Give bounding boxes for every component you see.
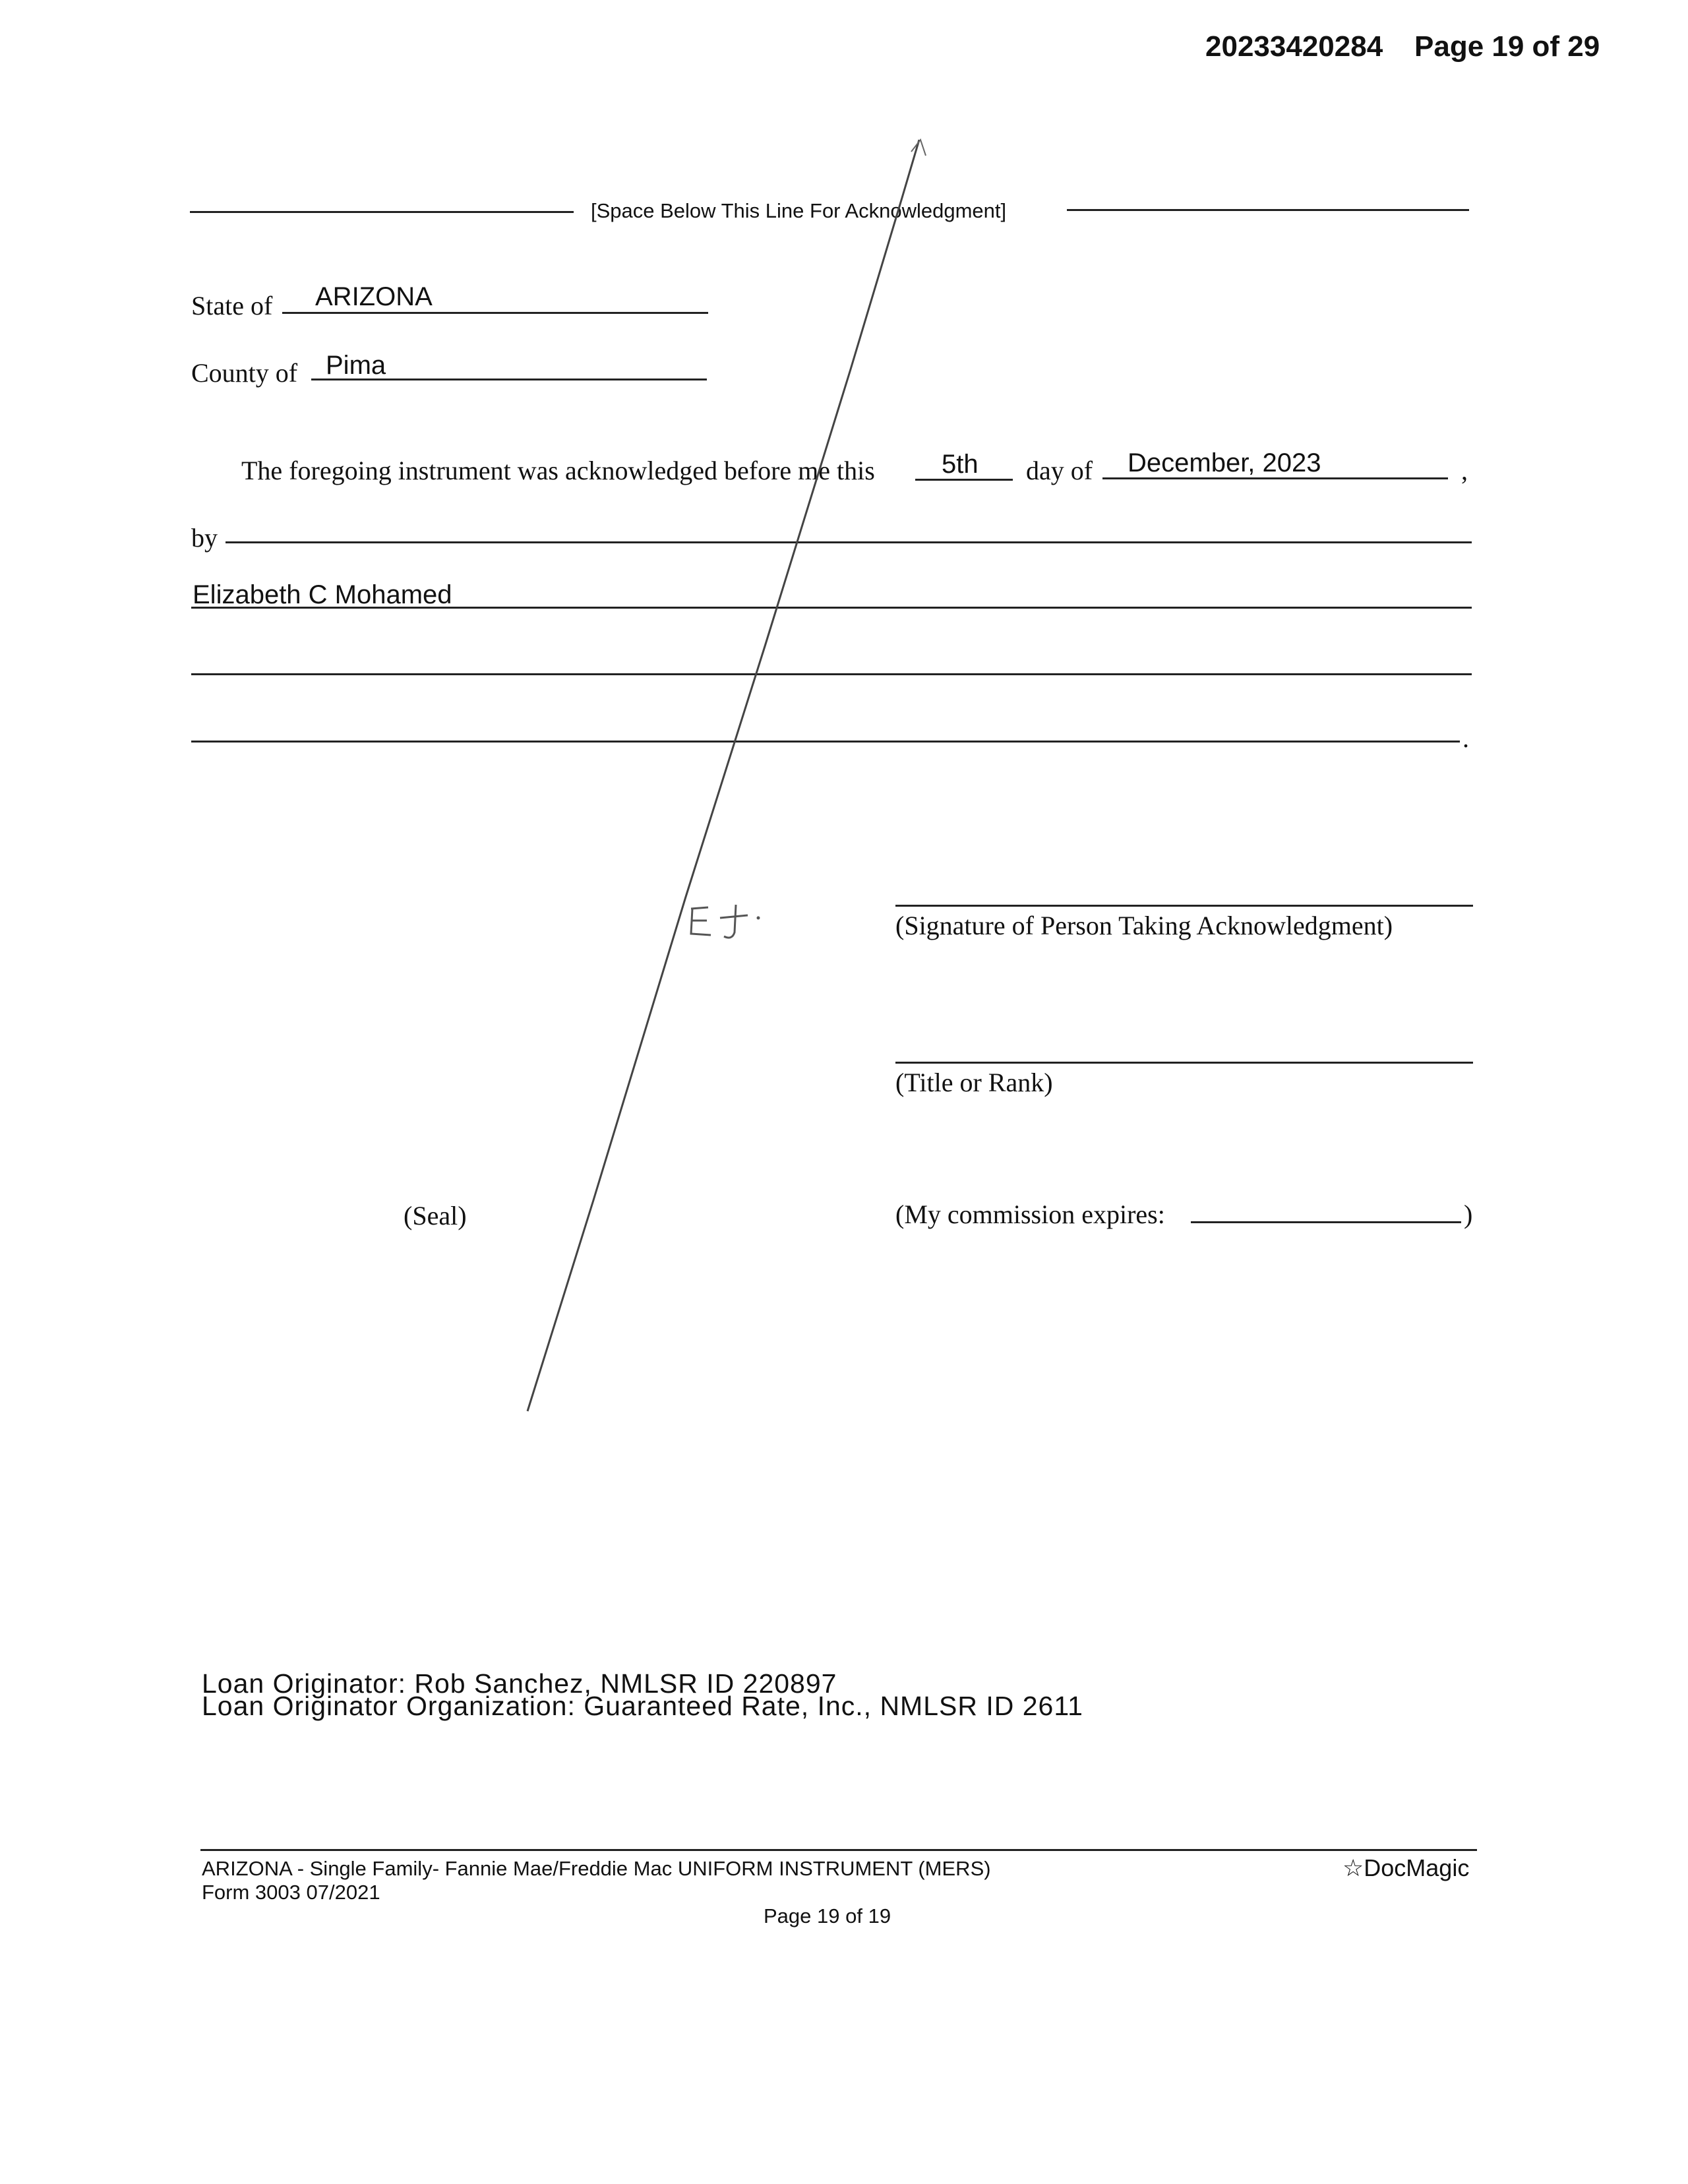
day-underline [915,479,1013,481]
blank-line-2 [191,741,1460,743]
title-line [895,1062,1473,1064]
commission-line [1191,1221,1461,1223]
loan-originator-organization-line: Loan Originator Organization: Guaranteed Rate, Inc., NMLSR ID 2611 [202,1691,1083,1721]
signature-caption: (Signature of Person Taking Acknowledgment) [895,911,1393,940]
loan-originator-line: Loan Originator: Rob Sanchez, NMLSR ID 220897 [202,1668,837,1699]
signature-line [895,905,1473,907]
form-number: Form 3003 07/2021 [202,1881,380,1904]
day-of-label: day of [1026,456,1093,485]
star-outline-icon: ☆ [1342,1854,1364,1881]
blank-line-1 [191,673,1472,675]
seal-label: (Seal) [404,1201,467,1230]
handwritten-initials [684,895,777,948]
form-title: ARIZONA - Single Family- Fannie Mae/Freddie Mac UNIFORM INSTRUMENT (MERS) [202,1857,991,1880]
page-label: Page 19 of 29 [1414,30,1600,63]
divider-rule-right [1067,209,1469,211]
title-caption: (Title or Rank) [895,1068,1053,1097]
state-underline [282,312,708,314]
by-label: by [191,523,218,553]
document-number: 20233420284 [1205,30,1383,63]
commission-label: (My commission expires: [895,1199,1165,1229]
month-year-value: December, 2023 [1128,448,1321,477]
name-line [191,607,1472,609]
footer-rule [200,1849,1477,1851]
divider-rule-left [190,211,574,213]
page-number: Page 19 of 19 [764,1904,891,1927]
docmagic-brand [1342,1854,1469,1882]
end-period: . [1462,723,1469,753]
comma: , [1461,456,1468,485]
commission-close: ) [1464,1199,1473,1229]
day-value: 5th [942,450,979,479]
county-label: County of [191,358,298,388]
state-value: ARIZONA [315,282,433,311]
by-line [226,541,1472,543]
state-label: State of [191,291,273,320]
brand-name: DocMagic [1364,1854,1470,1881]
by-value: Elizabeth C Mohamed [193,580,452,609]
acknowledgment-sentence: The foregoing instrument was acknowledged before me this [241,456,875,485]
county-underline [311,379,707,380]
county-value: Pima [326,351,386,380]
month-year-underline [1102,477,1448,479]
acknowledgment-divider-text: [Space Below This Line For Acknowledgment] [591,199,1007,222]
